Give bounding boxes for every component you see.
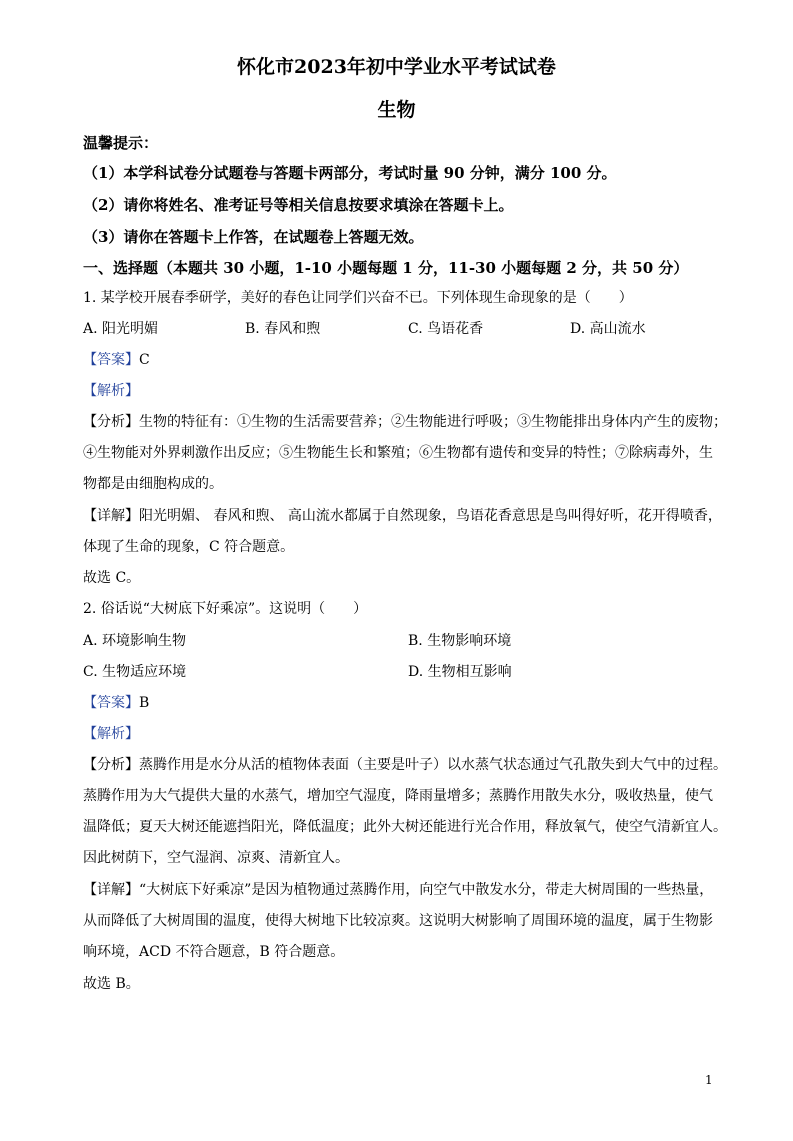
option-d: D. 生物相互影响 [408,664,512,680]
answer-value: C [139,352,150,368]
answer-value: B [139,695,150,711]
section-heading: 一、选择题（本题共 30 小题，1-10 小题每题 1 分，11-30 小题每题 2 分，共 50 分） [83,259,689,277]
option-c: C. 生物适应环境 [83,664,187,680]
xiangjie-tag: 【详解】 [83,882,139,898]
fenxi-text: ④生物能对外界刺激作出反应；⑤生物能生长和繁殖；⑥生物都有遗传和变异的特性；⑦除病毒外，生 [83,445,713,461]
xiangjie-text: “大树底下好乘凉”是因为植物通过蒸腾作用，向空气中散发水分，带走大树周围的一些热量， [139,882,714,898]
subject-title: 生物 [377,99,416,121]
analysis-line [83,381,713,401]
xiangjie-text: 从而降低了大树周围的温度，使得大树地下比较凉爽。这说明大树影响了周围环境的温度，属于生物影 [83,913,713,929]
fenxi-text: 温降低；夏天大树还能遮挡阳光，降低温度；此外大树还能进行光合作用，释放氧气，使空气清新宜人。 [83,819,727,835]
fenxi-text: 蒸腾作用为大气提供大量的水蒸气，增加空气湿度，降雨量增多；蒸腾作用散失水分，吸收热量，使气 [83,788,713,804]
exam-title: 怀化市2023年初中学业水平考试试卷 [237,56,556,78]
xiangjie-text: 阳光明媚、 春风和煦、 高山流水都属于自然现象，鸟语花香意思是鸟叫得好听，花开得喷香， [139,508,722,524]
answer-line [83,693,713,713]
notice-item: （1）本学科试卷分试题卷与答题卡两部分，考试时量 90 分钟，满分 100 分。 [83,164,617,182]
option-a: A. 阳光明媚 [83,321,159,337]
option-b: B. 生物影响环境 [408,633,512,649]
option-a: A. 环境影响生物 [83,633,187,649]
answer-tag: 【答案】 [83,695,139,711]
option-c: C. 鸟语花香 [408,321,484,337]
fenxi-tag: 【分析】 [83,414,139,430]
fenxi-line [83,412,727,432]
fenxi-tag: 【分析】 [83,757,139,773]
xiangjie-line [83,880,713,900]
question-stem: 1. 某学校开展春季研学，美好的春色让同学们兴奋不已。下列体现生命现象的是（ ） [83,290,633,306]
fenxi-text: 因此树荫下，空气湿润、凉爽、清新宜人。 [83,850,349,866]
xiangjie-text: 响环境，ACD 不符合题意，B 符合题意。 [83,944,345,960]
question-stem: 2. 俗话说“大树底下好乘凉”。这说明（ ） [83,601,368,617]
analysis-tag: 【解析】 [83,383,139,399]
answer-line [83,350,713,370]
notice-item: （2）请你将姓名、准考证号等相关信息按要求填涂在答题卡上。 [83,196,514,214]
conclusion: 故选 B。 [83,976,140,992]
fenxi-text: 物都是由细胞构成的。 [83,476,223,492]
notice-item: （3）请你在答题卡上作答，在试题卷上答题无效。 [83,228,424,246]
notice-heading: 温馨提示： [83,134,159,152]
answer-tag: 【答案】 [83,352,139,368]
xiangjie-tag: 【详解】 [83,508,139,524]
page-number: 1 [705,1073,713,1087]
analysis-tag: 【解析】 [83,726,139,742]
fenxi-text: 生物的特征有：①生物的生活需要营养；②生物能进行呼吸；③生物能排出身体内产生的废物； [139,414,727,430]
fenxi-line [83,755,727,775]
fenxi-text: 蒸腾作用是水分从活的植物体表面（主要是叶子）以水蒸气状态通过气孔散失到大气中的过程。 [139,757,727,773]
option-d: D. 高山流水 [570,321,646,337]
option-b: B. 春风和煦 [245,321,321,337]
analysis-line [83,724,713,744]
conclusion: 故选 C。 [83,570,141,586]
xiangjie-line [83,506,722,526]
xiangjie-text: 体现了生命的现象，C 符合题意。 [83,539,295,555]
